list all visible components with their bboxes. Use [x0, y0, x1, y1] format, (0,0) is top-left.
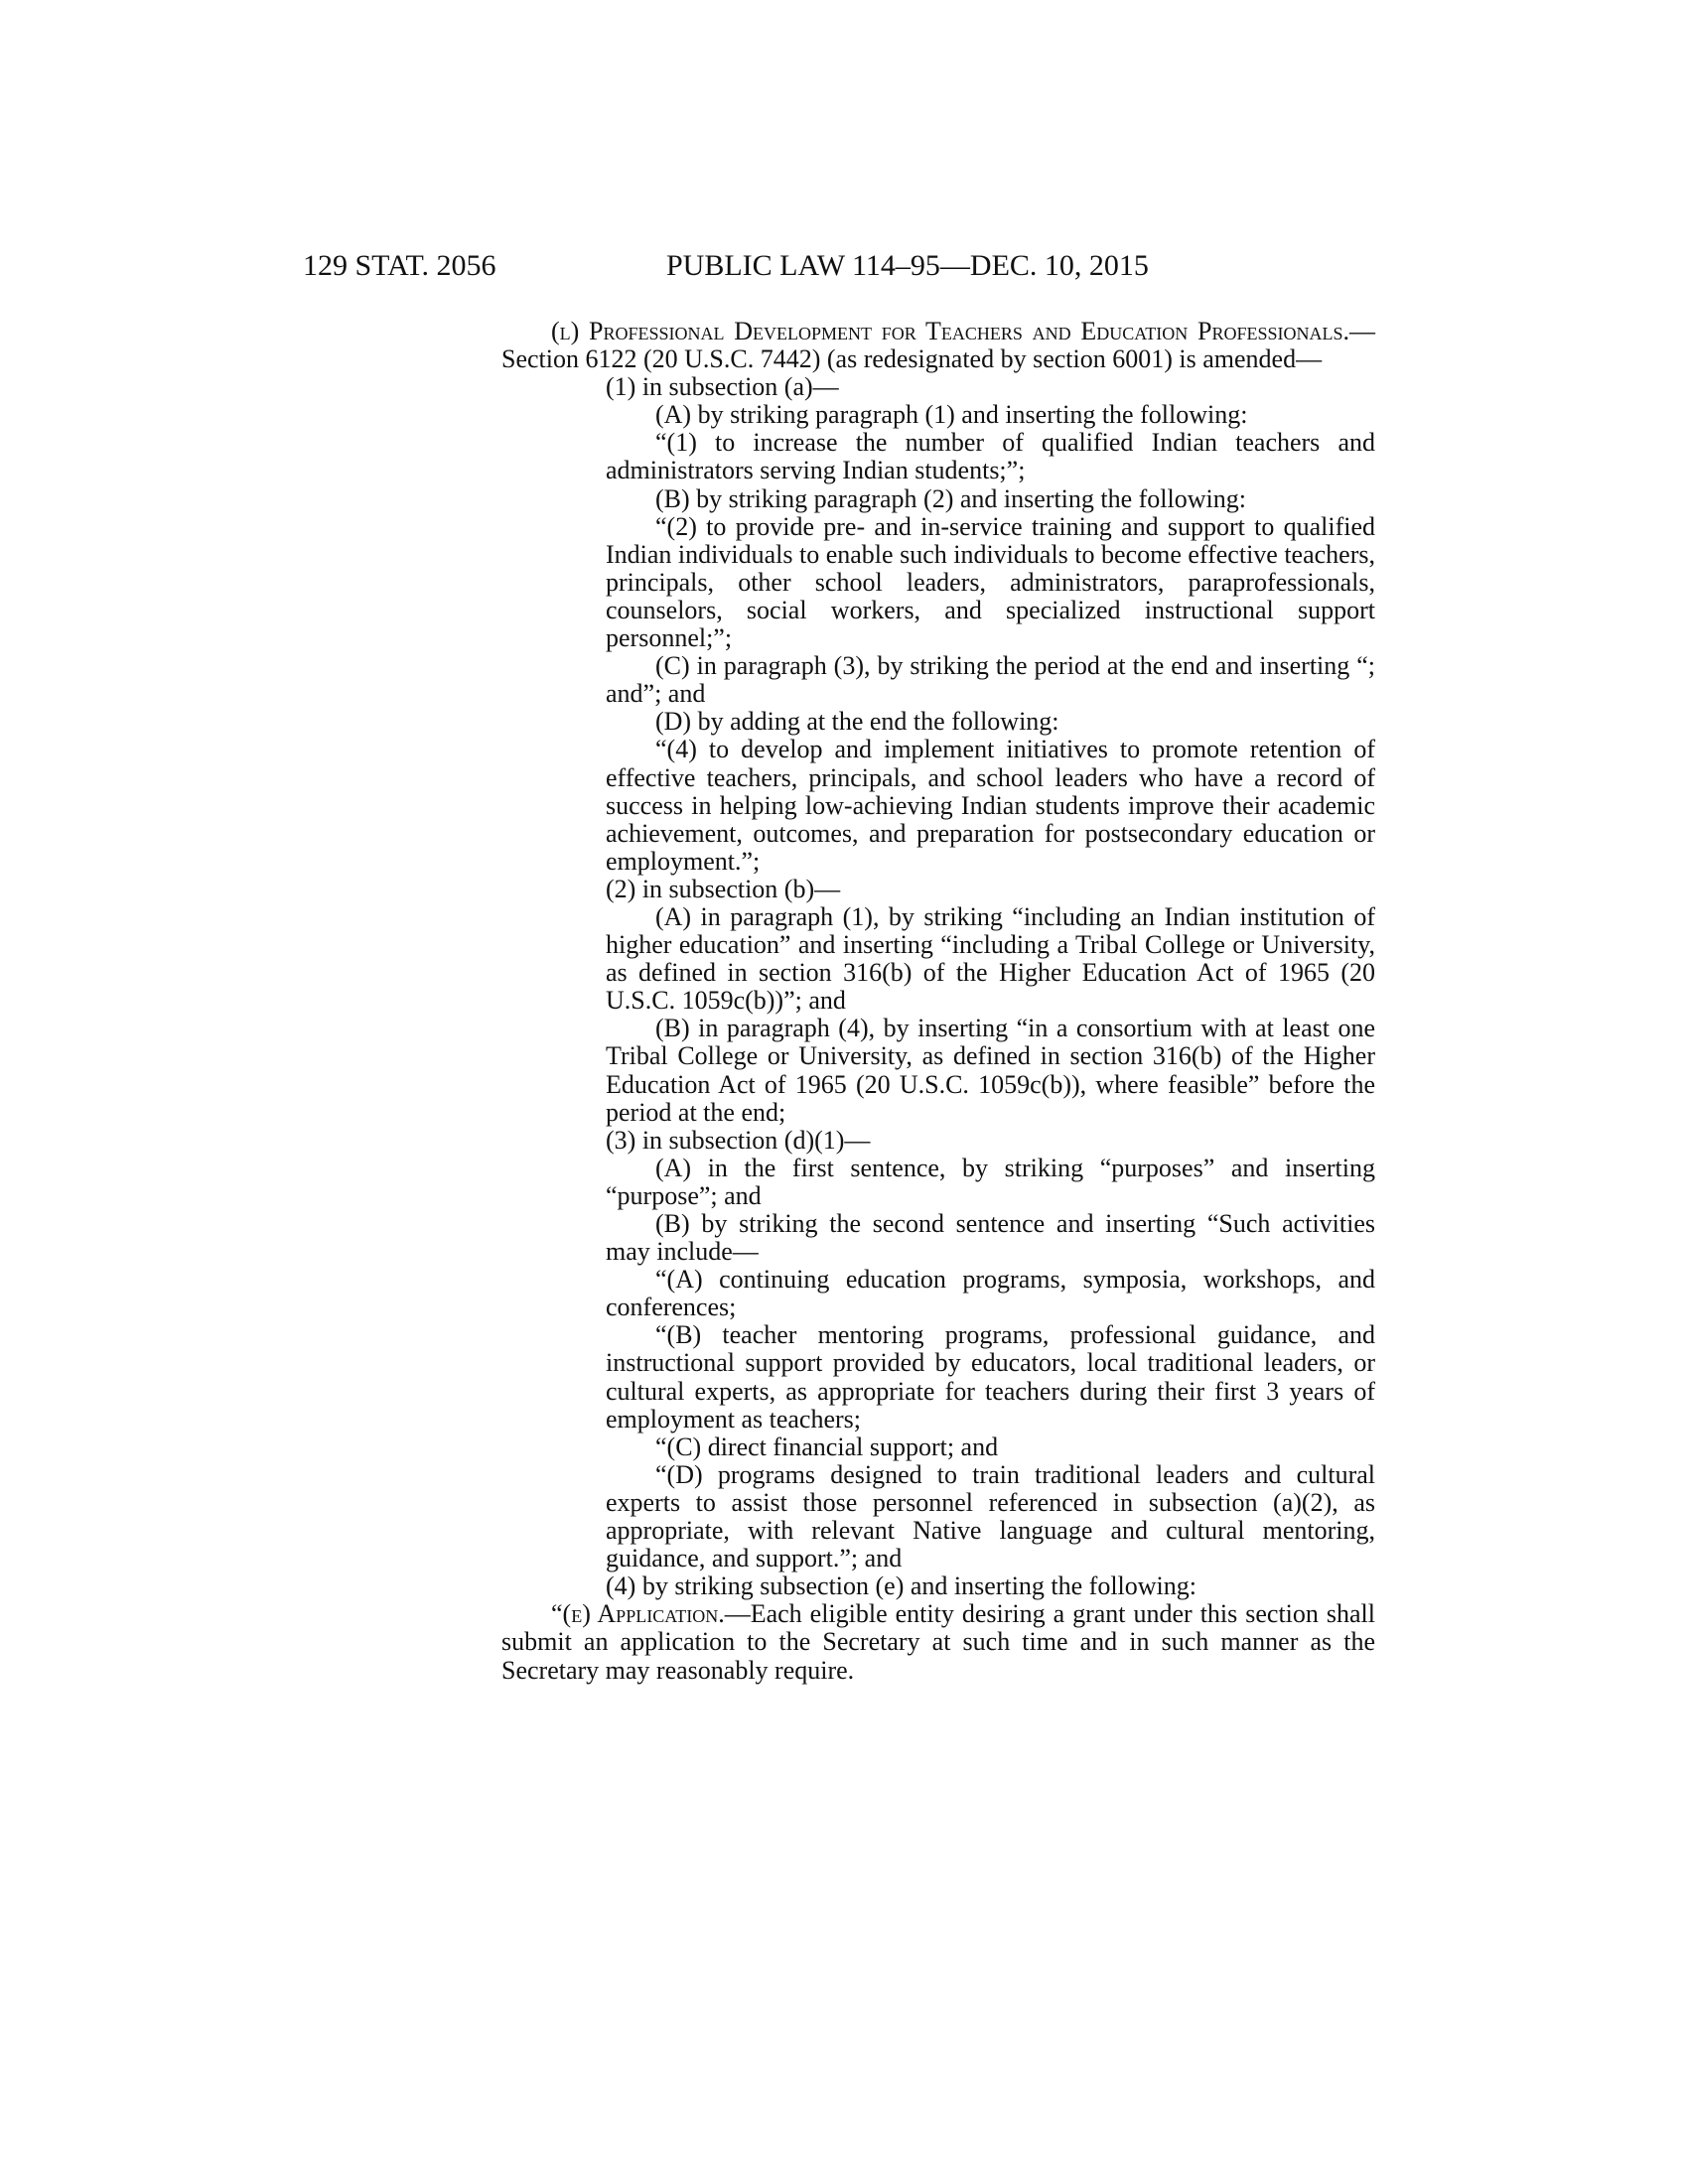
subparagraph-3b: (B) by striking the second sentence and inserting “Such activities may include— — [606, 1209, 1375, 1267]
section-heading — [501, 318, 1375, 373]
subparagraph-3a: (A) in the first sentence, by striking “purposes” and inserting “purpose”; and — [606, 1153, 1375, 1210]
document-body — [501, 318, 1375, 1685]
section-caption: (l) Professional Development for Teachers and Education Professionals. — [551, 317, 1349, 345]
page-header — [303, 246, 1375, 286]
subparagraph-1d: (D) by adding at the end the following: — [655, 707, 1059, 737]
quoted-paragraph-4: “(4) to develop and implement initiatives to promote retention of effective teachers, principals, and school leaders who have a record of success in helping low-achieving Indian students improve their academic achievement, outcomes, and preparation for postsecondary education or employment.”; — [606, 735, 1375, 876]
subparagraph-1a: (A) by striking paragraph (1) and inserting the following: — [655, 400, 1248, 430]
quoted-clause-b: “(B) teacher mentoring programs, professional guidance, and instructional support provided by educators, local traditional leaders, or cultural experts, as appropriate for teachers during their first 3 years of employment as teachers; — [606, 1320, 1375, 1433]
subparagraph-1b: (B) by striking paragraph (2) and inserting the following: — [655, 483, 1246, 513]
quoted-paragraph-1: “(1) to increase the number of qualified Indian teachers and administrators serving Indian students;”; — [606, 428, 1375, 485]
quoted-paragraph-2: “(2) to provide pre- and in-service training and support to qualified Indian individuals to enable such individuals to become effective teachers, principals, other school leaders, administrators, paraprofessionals, counselors, social workers, and specialized instructional support personnel;”; — [606, 511, 1375, 653]
paragraph-1: (1) in subsection (a)— — [606, 372, 839, 402]
subsection-e-text: —Each eligible entity desiring a grant under this section shall submit an application to the Secretary at such time and in such manner as the Secretary may reasonably require. — [501, 1599, 1376, 1685]
paragraph-3: (3) in subsection (d)(1)— — [606, 1125, 871, 1155]
subparagraph-2b: (B) in paragraph (4), by inserting “in a consortium with at least one Tribal College or University, as defined in section 316(b) of the Higher Education Act of 1965 (20 U.S.C. 1059c(b)), where feasible” before the period at the end; — [606, 1014, 1375, 1127]
section-intro: —Section 6122 (20 U.S.C. 7442) (as redesignated by section 6001) is amended— — [501, 317, 1375, 374]
subsection-e-caption: “(e) Application. — [551, 1599, 725, 1629]
quoted-subsection-e — [501, 1600, 1375, 1684]
quoted-clause-c: “(C) direct financial support; and — [655, 1432, 999, 1461]
quoted-clause-a: “(A) continuing education programs, symposia, workshops, and conferences; — [606, 1265, 1375, 1322]
paragraph-2: (2) in subsection (b)— — [606, 874, 841, 903]
law-title: PUBLIC LAW 114–95—DEC. 10, 2015 — [666, 249, 1149, 282]
statute-page-number: 129 STAT. 2056 — [303, 249, 496, 282]
subparagraph-1c: (C) in paragraph (3), by striking the period at the end and inserting “; and”; and — [606, 651, 1375, 709]
quoted-clause-d: “(D) programs designed to train traditional leaders and cultural experts to assist those personnel referenced in subsection (a)(2), as appropriate, with relevant Native language and cultural mentoring, guidance, and support.”; and — [606, 1459, 1375, 1573]
subparagraph-2a: (A) in paragraph (1), by striking “including an Indian institution of higher education” and inserting “including a Tribal College or University, as defined in section 316(b) of the Higher Education Act of 1965 (20 U.S.C. 1059c(b))”; and — [606, 901, 1375, 1016]
paragraph-4: (4) by striking subsection (e) and inserting the following: — [606, 1571, 1197, 1601]
